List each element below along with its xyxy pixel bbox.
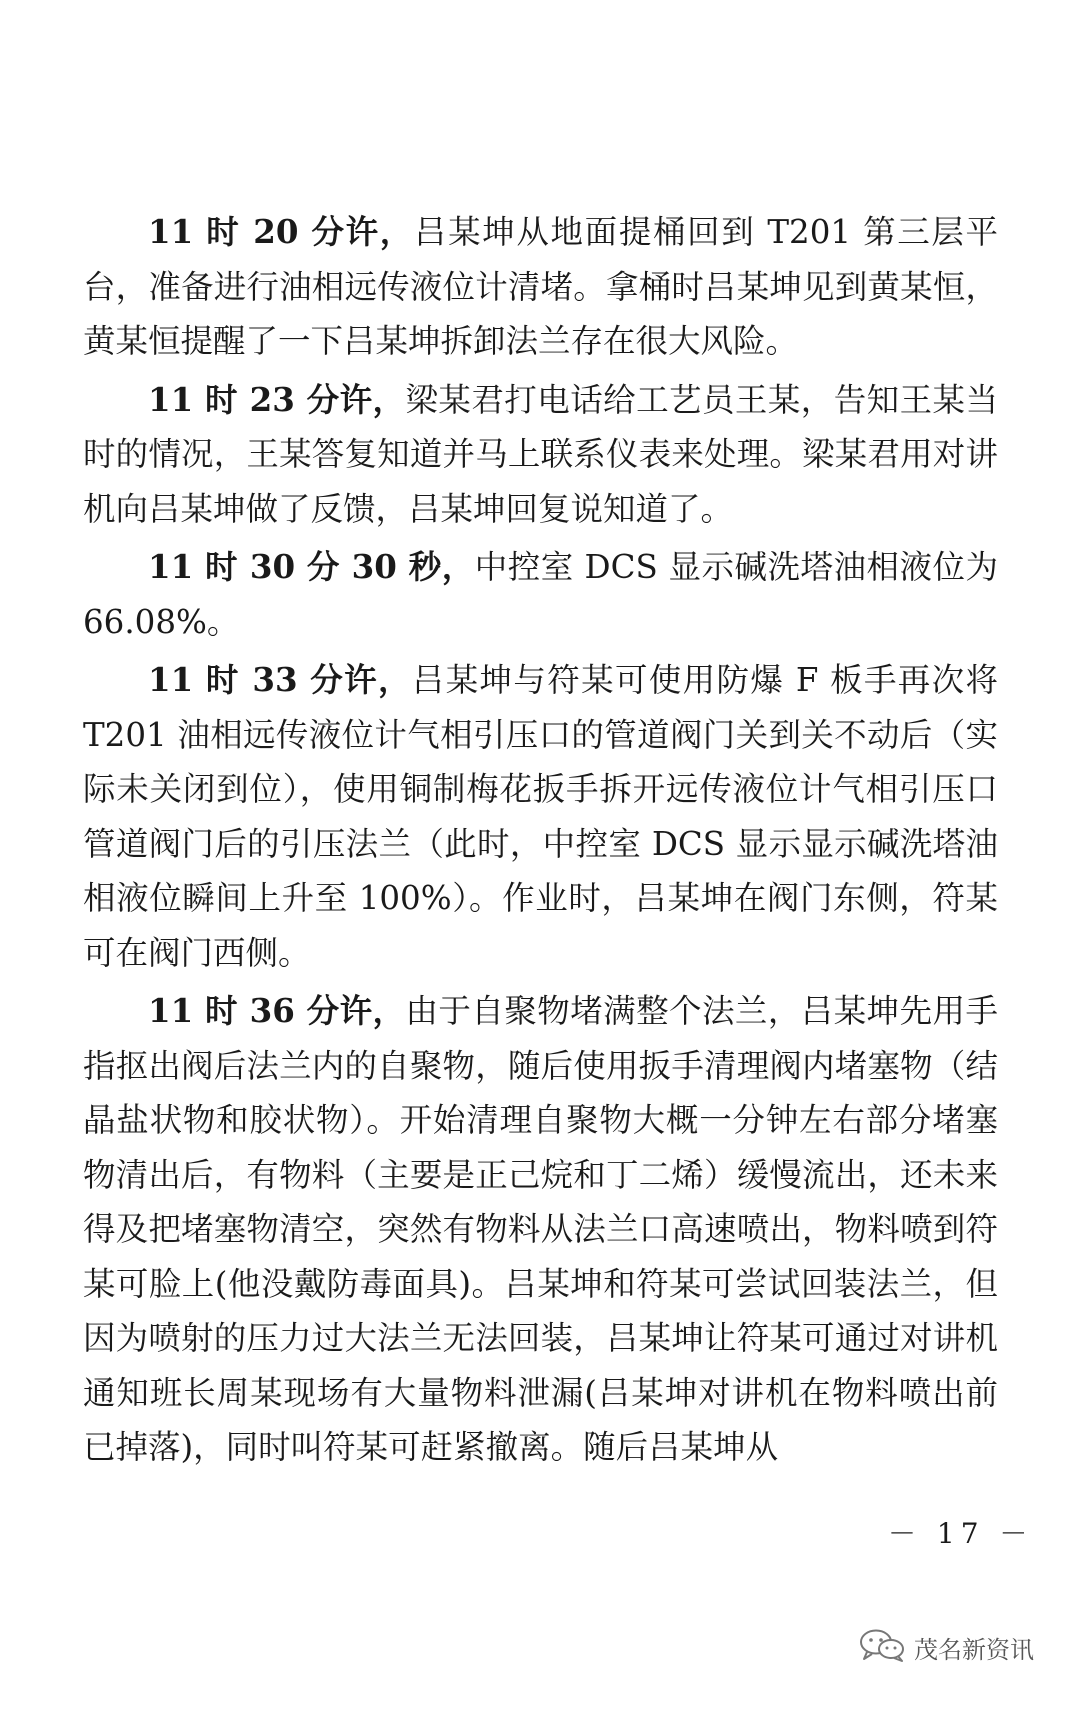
- paragraph-text: 吕某坤与符某可使用防爆 F 板手再次将 T201 油相远传液位计气相引压口的管道阀门关到关不动后（实际未关闭到位），使用铜制梅花扳手拆开远传液位计气相引压口管道阀门后的引压法兰（此时，中控室 DCS 显示显示碱洗塔油相液位瞬间上升至 100%）。作业时，吕某坤在阀门东侧，符某可在阀门西侧。: [83, 661, 998, 972]
- paragraph-text: 吕某坤从地面提桶回到 T201 第三层平台，准备进行油相远传液位计清堵。拿桶时吕某坤见到黄某恒，黄某恒提醒了一下吕某坤拆卸法兰存在很大风险。: [83, 213, 999, 360]
- timestamp: 11 时 36 分许，: [148, 991, 406, 1030]
- wechat-icon: [858, 1628, 906, 1666]
- page-number: － 17 －: [888, 1517, 1034, 1550]
- timestamp: 11 时 20 分许，: [148, 212, 414, 251]
- paragraph-1123: [83, 373, 998, 537]
- timestamp: 11 时 30 分 30 秒，: [148, 547, 475, 586]
- paragraph-1136: [83, 984, 998, 1475]
- timestamp: 11 时 33 分许，: [148, 660, 412, 699]
- document-body: [83, 205, 998, 1475]
- paragraph-text: 由于自聚物堵满整个法兰，吕某坤先用手指抠出阀后法兰内的自聚物，随后使用扳手清理阀内堵塞物（结晶盐状物和胶状物）。开始清理自聚物大概一分钟左右部分堵塞物清出后，有物料（主要是正己烷和丁二烯）缓慢流出，还未来得及把堵塞物清空，突然有物料从法兰口高速喷出，物料喷到符某可脸上(他没戴防毒面具)。吕某坤和符某可尝试回装法兰，但因为喷射的压力过大法兰无法回装，吕某坤让符某可通过对讲机通知班长周某现场有大量物料泄漏(吕某坤对讲机在物料喷出前已掉落)，同时叫符某可赶紧撤离。随后吕某坤从: [83, 992, 998, 1466]
- paragraph-1133: [83, 653, 998, 980]
- timestamp: 11 时 23 分许，: [148, 379, 406, 419]
- paragraph-text: 中控室 DCS 显示碱洗塔油相液位为 66.08%。: [83, 548, 998, 641]
- paragraph-text: 梁某君打电话给工艺员王某，告知王某当时的情况，王某答复知道并马上联系仪表来处理。梁某君用对讲机向吕某坤做了反馈，吕某坤回复说知道了。: [83, 380, 998, 528]
- watermark-text: 茂名新资讯: [914, 1635, 1034, 1664]
- paragraph-1120: [83, 205, 998, 369]
- watermark: [858, 1625, 1034, 1669]
- paragraph-113030: [83, 540, 998, 649]
